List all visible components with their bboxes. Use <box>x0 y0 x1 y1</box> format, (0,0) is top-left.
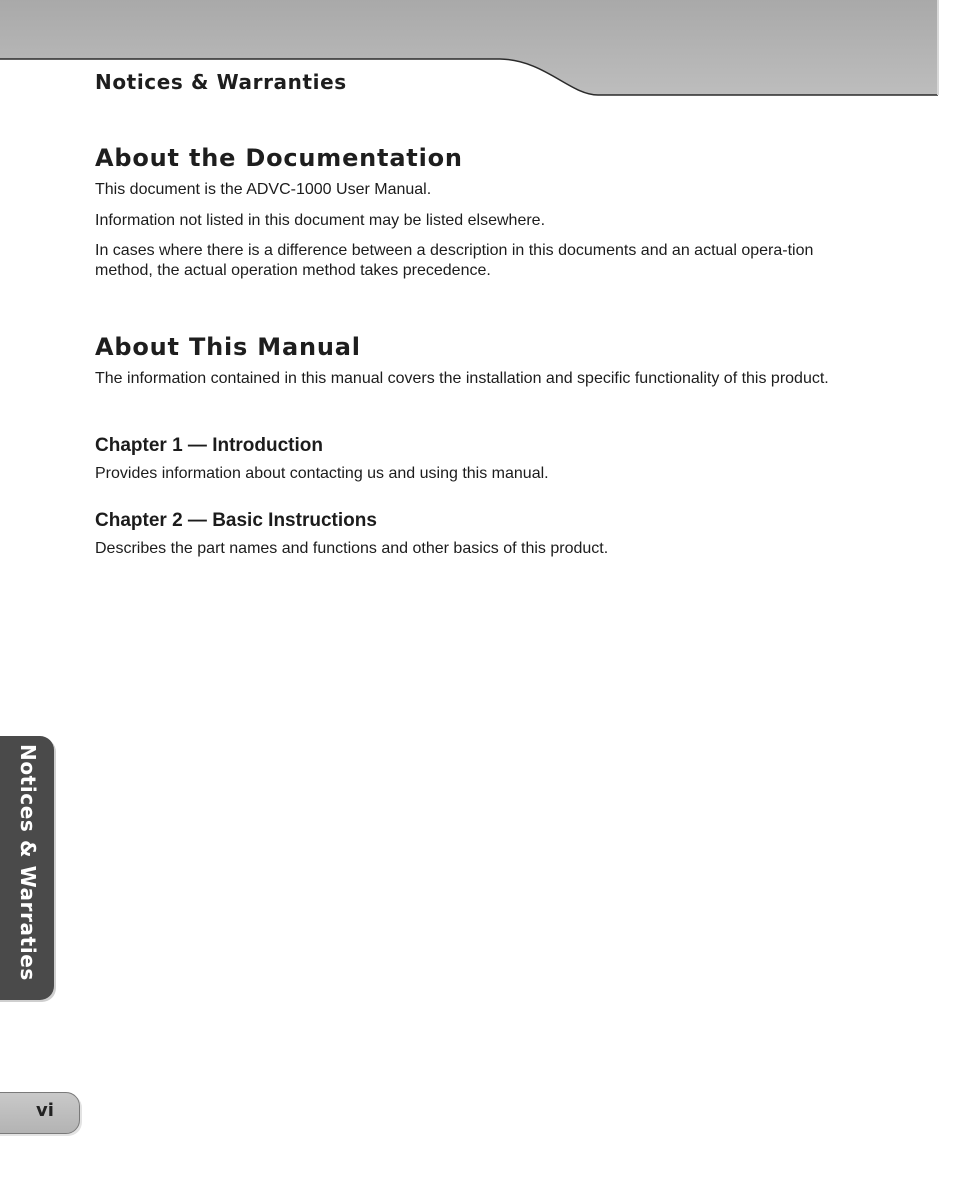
section-title-documentation: About the Documentation <box>95 144 463 172</box>
chapter-2-description: Describes the part names and functions and other basics of this product. <box>95 540 609 557</box>
section-title-manual: About This Manual <box>95 333 361 361</box>
chapter-2-title: Chapter 2 — Basic Instructions <box>95 510 377 531</box>
documentation-paragraph: Information not listed in this document may be listed elsewhere. <box>95 212 546 229</box>
documentation-paragraph: In cases where there is a difference between a description in this documents and an actual opera-tion method, the actual operation method takes precedence. <box>95 242 814 279</box>
chapter-1-description: Provides information about contacting us and using this manual. <box>95 465 549 482</box>
header-title: Notices & Warranties <box>95 70 347 94</box>
documentation-paragraph: This document is the ADVC-1000 User Manual. <box>95 181 432 198</box>
manual-paragraph: The information contained in this manual covers the installation and specific functionality of this product. <box>95 370 829 387</box>
page-number: vi <box>36 1100 54 1121</box>
chapter-1-title: Chapter 1 — Introduction <box>95 435 323 456</box>
side-section-tab-label: Notices & Warraties <box>16 744 40 981</box>
